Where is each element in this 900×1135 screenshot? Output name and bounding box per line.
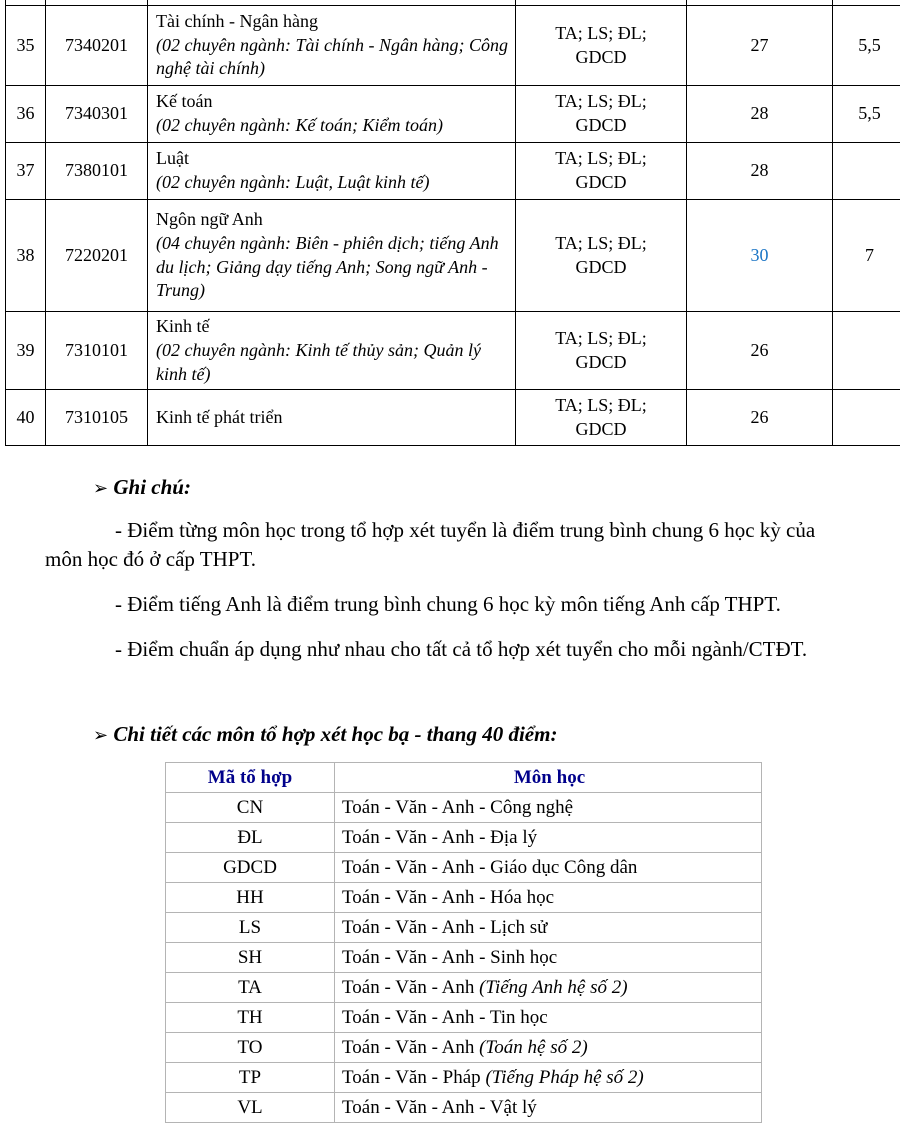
header-combo-code: Mã tổ hợp — [166, 763, 335, 793]
combo-cell — [516, 86, 687, 143]
table-row — [6, 143, 900, 200]
admission-scores-table — [5, 0, 900, 446]
combo-code-cell: SH — [166, 943, 335, 973]
table-row — [166, 1063, 762, 1093]
english-score-cell: 5,5 — [833, 86, 900, 143]
header-subjects: Môn học — [335, 763, 762, 793]
table-row — [166, 853, 762, 883]
table-row — [166, 1003, 762, 1033]
major-name-cell — [148, 6, 516, 86]
major-code: 7340301 — [46, 86, 148, 143]
subjects-text: Toán - Văn - Anh - Giáo dục Công dân — [342, 856, 638, 878]
english-score-cell: 7 — [833, 200, 900, 312]
note-item: - Điểm tiếng Anh là điểm trung bình chung 6 học kỳ môn tiếng Anh cấp THPT. — [115, 592, 781, 617]
combo-codes: TA; LS; ĐL; GDCD — [555, 91, 647, 135]
arrow-bullet-icon: ➢ — [93, 478, 109, 499]
notes-section — [0, 474, 900, 665]
major-name-cell — [148, 86, 516, 143]
combo-subjects-cell — [335, 883, 762, 913]
notes-title: Ghi chú: — [113, 475, 191, 500]
combo-codes: TA; LS; ĐL; GDCD — [555, 327, 647, 372]
english-score-cell: 5,5 — [833, 6, 900, 86]
major-name-cell — [148, 200, 516, 312]
table-row — [6, 312, 900, 390]
combo-subjects-cell — [335, 793, 762, 823]
arrow-bullet-icon: ➢ — [93, 724, 109, 745]
combo-subjects-cell — [335, 823, 762, 853]
score-cell: 27 — [687, 6, 833, 86]
combo-subjects-cell — [335, 853, 762, 883]
major-no: 38 — [6, 200, 46, 312]
major-code: 7220201 — [46, 200, 148, 312]
combo-cell — [516, 143, 687, 200]
combo-code-cell: TO — [166, 1033, 335, 1063]
combo-code-cell: GDCD — [166, 853, 335, 883]
combo-codes: TA; LS; ĐL; GDCD — [555, 148, 647, 192]
table-header-row — [166, 763, 762, 793]
major-code: 7380101 — [46, 143, 148, 200]
combo-code-cell: LS — [166, 913, 335, 943]
subjects-text: Toán - Văn - Anh - Tin học — [342, 1006, 548, 1028]
combo-code-cell: HH — [166, 883, 335, 913]
score-cell: 28 — [687, 143, 833, 200]
subjects-text: Toán - Văn - Anh - Công nghệ — [342, 796, 574, 818]
combo-code-cell: TA — [166, 973, 335, 1003]
combo-code-cell: ĐL — [166, 823, 335, 853]
combo-subjects-cell — [335, 913, 762, 943]
major-name-cell — [148, 312, 516, 390]
table-row — [6, 86, 900, 143]
subjects-text: Toán - Văn - Anh — [342, 976, 480, 998]
subjects-text: Toán - Văn - Anh - Sinh học — [342, 946, 558, 968]
major-name: Tài chính - Ngân hàng — [156, 10, 318, 31]
major-detail: (02 chuyên ngành: Kinh tế thủy sản; Quản lý kinh tế) — [156, 339, 481, 384]
subject-combos-table — [165, 762, 762, 1123]
major-code: 7310101 — [46, 312, 148, 390]
major-detail: (02 chuyên ngành: Luật, Luật kinh tế) — [156, 172, 430, 192]
combo-cell — [516, 200, 687, 312]
note-item: - Điểm chuẩn áp dụng như nhau cho tất cả tổ hợp xét tuyển cho mỗi ngành/CTĐT. — [115, 636, 808, 661]
table-row — [6, 200, 900, 312]
english-score-cell — [833, 312, 900, 390]
major-name: Kinh tế — [156, 316, 210, 336]
combo-cell — [516, 312, 687, 390]
subjects-note: (Tiếng Anh hệ số 2) — [479, 976, 628, 998]
table-row — [166, 973, 762, 1003]
major-no: 39 — [6, 312, 46, 390]
combo-cell — [516, 390, 687, 446]
subjects-text: Toán - Văn - Anh - Vật lý — [342, 1096, 537, 1118]
subjects-text: Toán - Văn - Anh — [342, 1036, 480, 1058]
combo-subjects-cell — [335, 973, 762, 1003]
subjects-text: Toán - Văn - Anh - Hóa học — [342, 886, 555, 908]
table-row — [166, 1033, 762, 1063]
english-score-cell — [833, 143, 900, 200]
major-no: 36 — [6, 86, 46, 143]
table-row — [166, 823, 762, 853]
major-name-cell — [148, 143, 516, 200]
combo-codes: TA; LS; ĐL; GDCD — [555, 395, 647, 439]
major-no: 35 — [6, 6, 46, 86]
subjects-text: Toán - Văn - Anh - Địa lý — [342, 826, 538, 848]
combo-code-cell: VL — [166, 1093, 335, 1123]
combo-code-cell: TH — [166, 1003, 335, 1033]
combo-subjects-cell — [335, 943, 762, 973]
major-name: Ngôn ngữ Anh — [156, 209, 263, 229]
table-row — [6, 390, 900, 446]
table-row — [166, 913, 762, 943]
combo-subjects-cell — [335, 1063, 762, 1093]
major-detail: (02 chuyên ngành: Kế toán; Kiểm toán) — [156, 115, 443, 135]
subjects-text: Toán - Văn - Pháp — [342, 1066, 486, 1088]
english-score-cell — [833, 390, 900, 446]
note-item: - Điểm từng môn học trong tổ hợp xét tuyển là điểm trung bình chung 6 học kỳ của môn học đó ở cấp THPT. — [45, 517, 816, 572]
major-name: Luật — [156, 148, 189, 169]
major-name-cell — [148, 390, 516, 446]
major-code: 7310105 — [46, 390, 148, 446]
notes-heading — [93, 474, 855, 500]
combo-subjects-cell — [335, 1033, 762, 1063]
table-row — [166, 793, 762, 823]
score-cell: 26 — [687, 390, 833, 446]
combo-codes: TA; LS; ĐL; GDCD — [555, 232, 647, 277]
combo-codes: TA; LS; ĐL; GDCD — [555, 22, 647, 67]
combos-section-title: Chi tiết các môn tổ hợp xét học bạ - thang 40 điểm: — [113, 721, 558, 746]
combo-subjects-cell — [335, 1003, 762, 1033]
table-row — [6, 6, 900, 86]
combo-code-cell: CN — [166, 793, 335, 823]
score-cell: 26 — [687, 312, 833, 390]
table-row — [166, 883, 762, 913]
major-no: 37 — [6, 143, 46, 200]
combo-code-cell: TP — [166, 1063, 335, 1093]
subjects-text: Toán - Văn - Anh - Lịch sử — [342, 916, 548, 938]
combo-cell — [516, 6, 687, 86]
score-cell-highlighted: 30 — [687, 200, 833, 312]
table-row — [166, 1093, 762, 1123]
subjects-note: (Tiếng Pháp hệ số 2) — [485, 1066, 644, 1088]
major-detail: (04 chuyên ngành: Biên - phiên dịch; tiếng Anh du lịch; Giảng dạy tiếng Anh; Song ngữ Anh - Trung) — [156, 232, 499, 301]
major-detail: (02 chuyên ngành: Tài chính - Ngân hàng; Công nghệ tài chính) — [156, 34, 508, 79]
table-row — [166, 943, 762, 973]
subjects-note: (Toán hệ số 2) — [479, 1036, 588, 1058]
combo-subjects-cell — [335, 1093, 762, 1123]
combos-section-heading — [93, 721, 855, 747]
major-name: Kế toán — [156, 91, 213, 112]
major-name: Kinh tế phát triển — [156, 406, 283, 427]
major-no: 40 — [6, 390, 46, 446]
major-code: 7340201 — [46, 6, 148, 86]
score-cell: 28 — [687, 86, 833, 143]
